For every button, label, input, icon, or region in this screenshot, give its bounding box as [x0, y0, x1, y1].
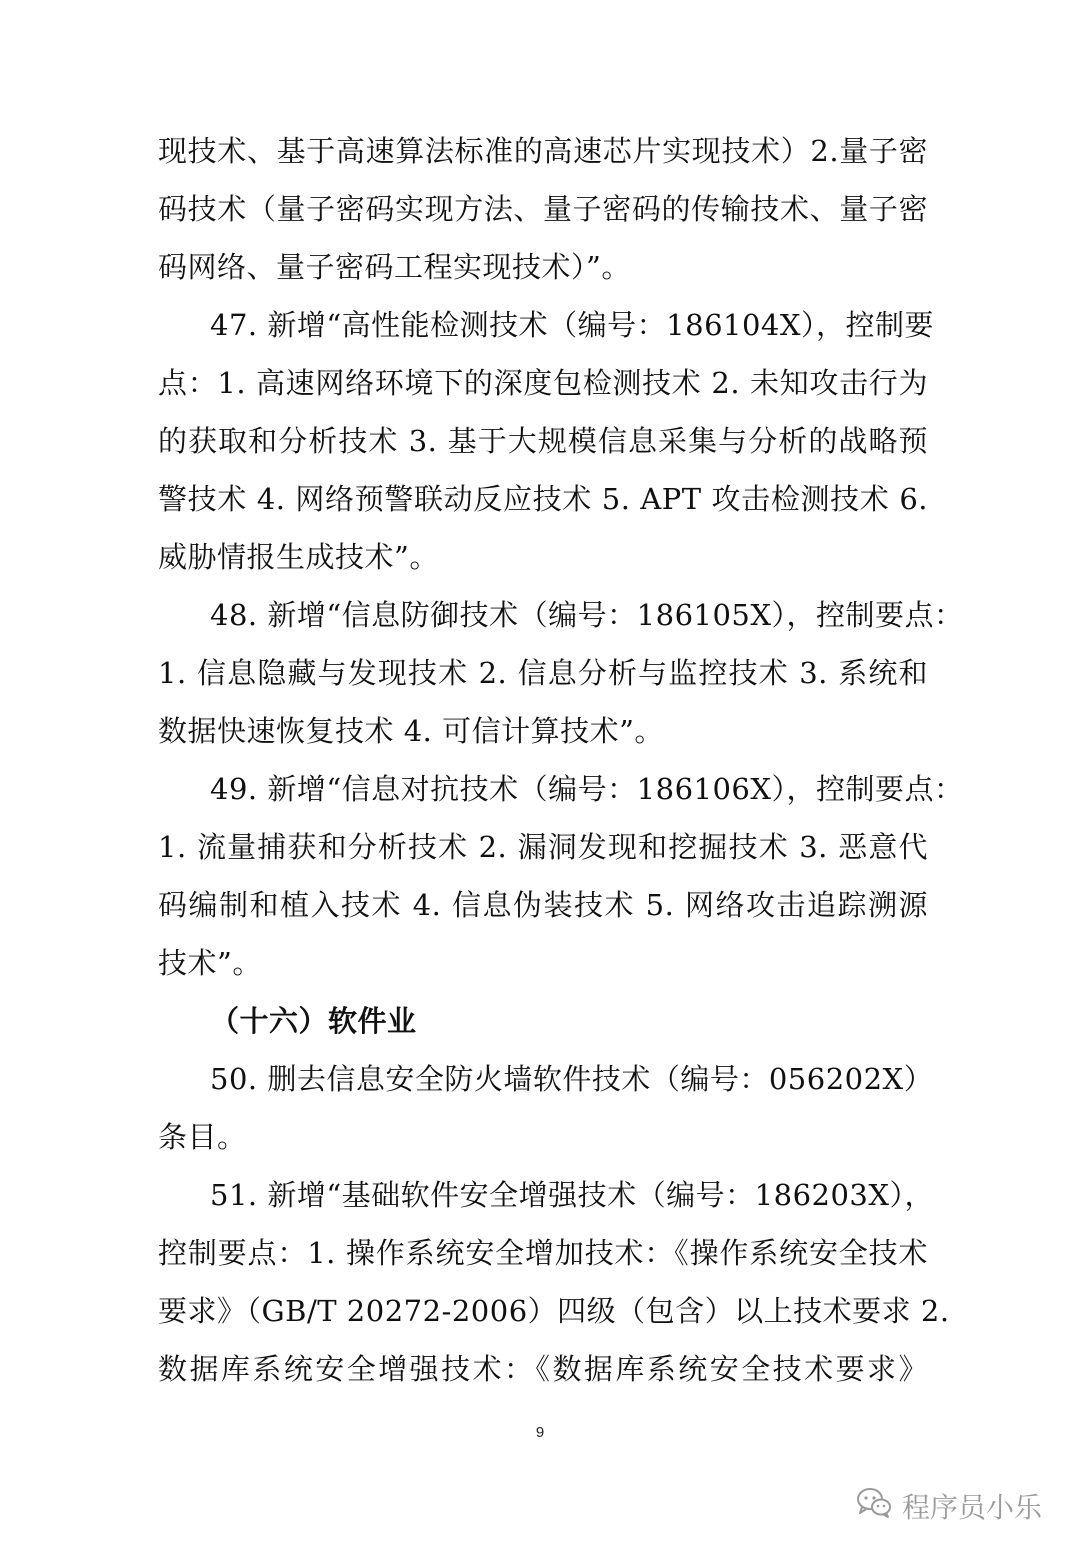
section-heading: （十六）软件业 — [210, 1004, 417, 1038]
paragraph-48-start: 48. 新增“信息防御技术（编号：186105X），控制要点： — [210, 598, 964, 632]
paragraph-49-start: 49. 新增“信息对抗技术（编号：186106X），控制要点： — [210, 772, 964, 806]
text-line: 要求》（GB/T 20272-2006）四级（包含）以上技术要求 2. — [158, 1294, 950, 1328]
text-line: 威胁情报生成技术”。 — [158, 540, 439, 574]
watermark-text: 程序员小乐 — [901, 1491, 1042, 1524]
text-line: 数据快速恢复技术 4. 可信计算技术”。 — [158, 714, 664, 748]
text-line: 警技术 4. 网络预警联动反应技术 5. APT 攻击检测技术 6. — [158, 482, 928, 516]
text-line: 技术”。 — [158, 946, 262, 980]
text-line: 码技术（量子密码实现方法、量子密码的传输技术、量子密 — [158, 192, 928, 226]
text-line: 码编制和植入技术 4. 信息伪装技术 5. 网络攻击追踪溯源 — [158, 888, 928, 922]
text-line: 的获取和分析技术 3. 基于大规模信息采集与分析的战略预 — [158, 424, 928, 458]
text-line: 条目。 — [158, 1120, 247, 1154]
page-number: 9 — [535, 1424, 545, 1441]
text-line: 控制要点：1. 操作系统安全增加技术：《操作系统安全技术 — [158, 1236, 928, 1270]
text-line: 点：1. 高速网络环境下的深度包检测技术 2. 未知攻击行为 — [158, 366, 928, 400]
wechat-icon — [856, 1487, 892, 1526]
text-line: 现技术、基于高速算法标准的高速芯片实现技术）2.量子密 — [158, 134, 928, 168]
text-line: 1. 流量捕获和分析技术 2. 漏洞发现和挖掘技术 3. 恶意代 — [158, 830, 928, 864]
text-line: 码网络、量子密码工程实现技术）”。 — [158, 250, 631, 284]
watermark — [856, 1486, 1042, 1526]
paragraph-50-start: 50. 删去信息安全防火墙软件技术（编号：056202X） — [210, 1062, 934, 1096]
document-body — [158, 122, 964, 1398]
text-line: 数据库系统安全增强技术：《数据库系统安全技术要求》 — [158, 1352, 928, 1386]
paragraph-47-start: 47. 新增“高性能检测技术（编号：186104X），控制要 — [210, 308, 935, 342]
text-line: 1. 信息隐藏与发现技术 2. 信息分析与监控技术 3. 系统和 — [158, 656, 928, 690]
paragraph-51-start: 51. 新增“基础软件安全增强技术（编号：186203X）， — [210, 1178, 935, 1212]
